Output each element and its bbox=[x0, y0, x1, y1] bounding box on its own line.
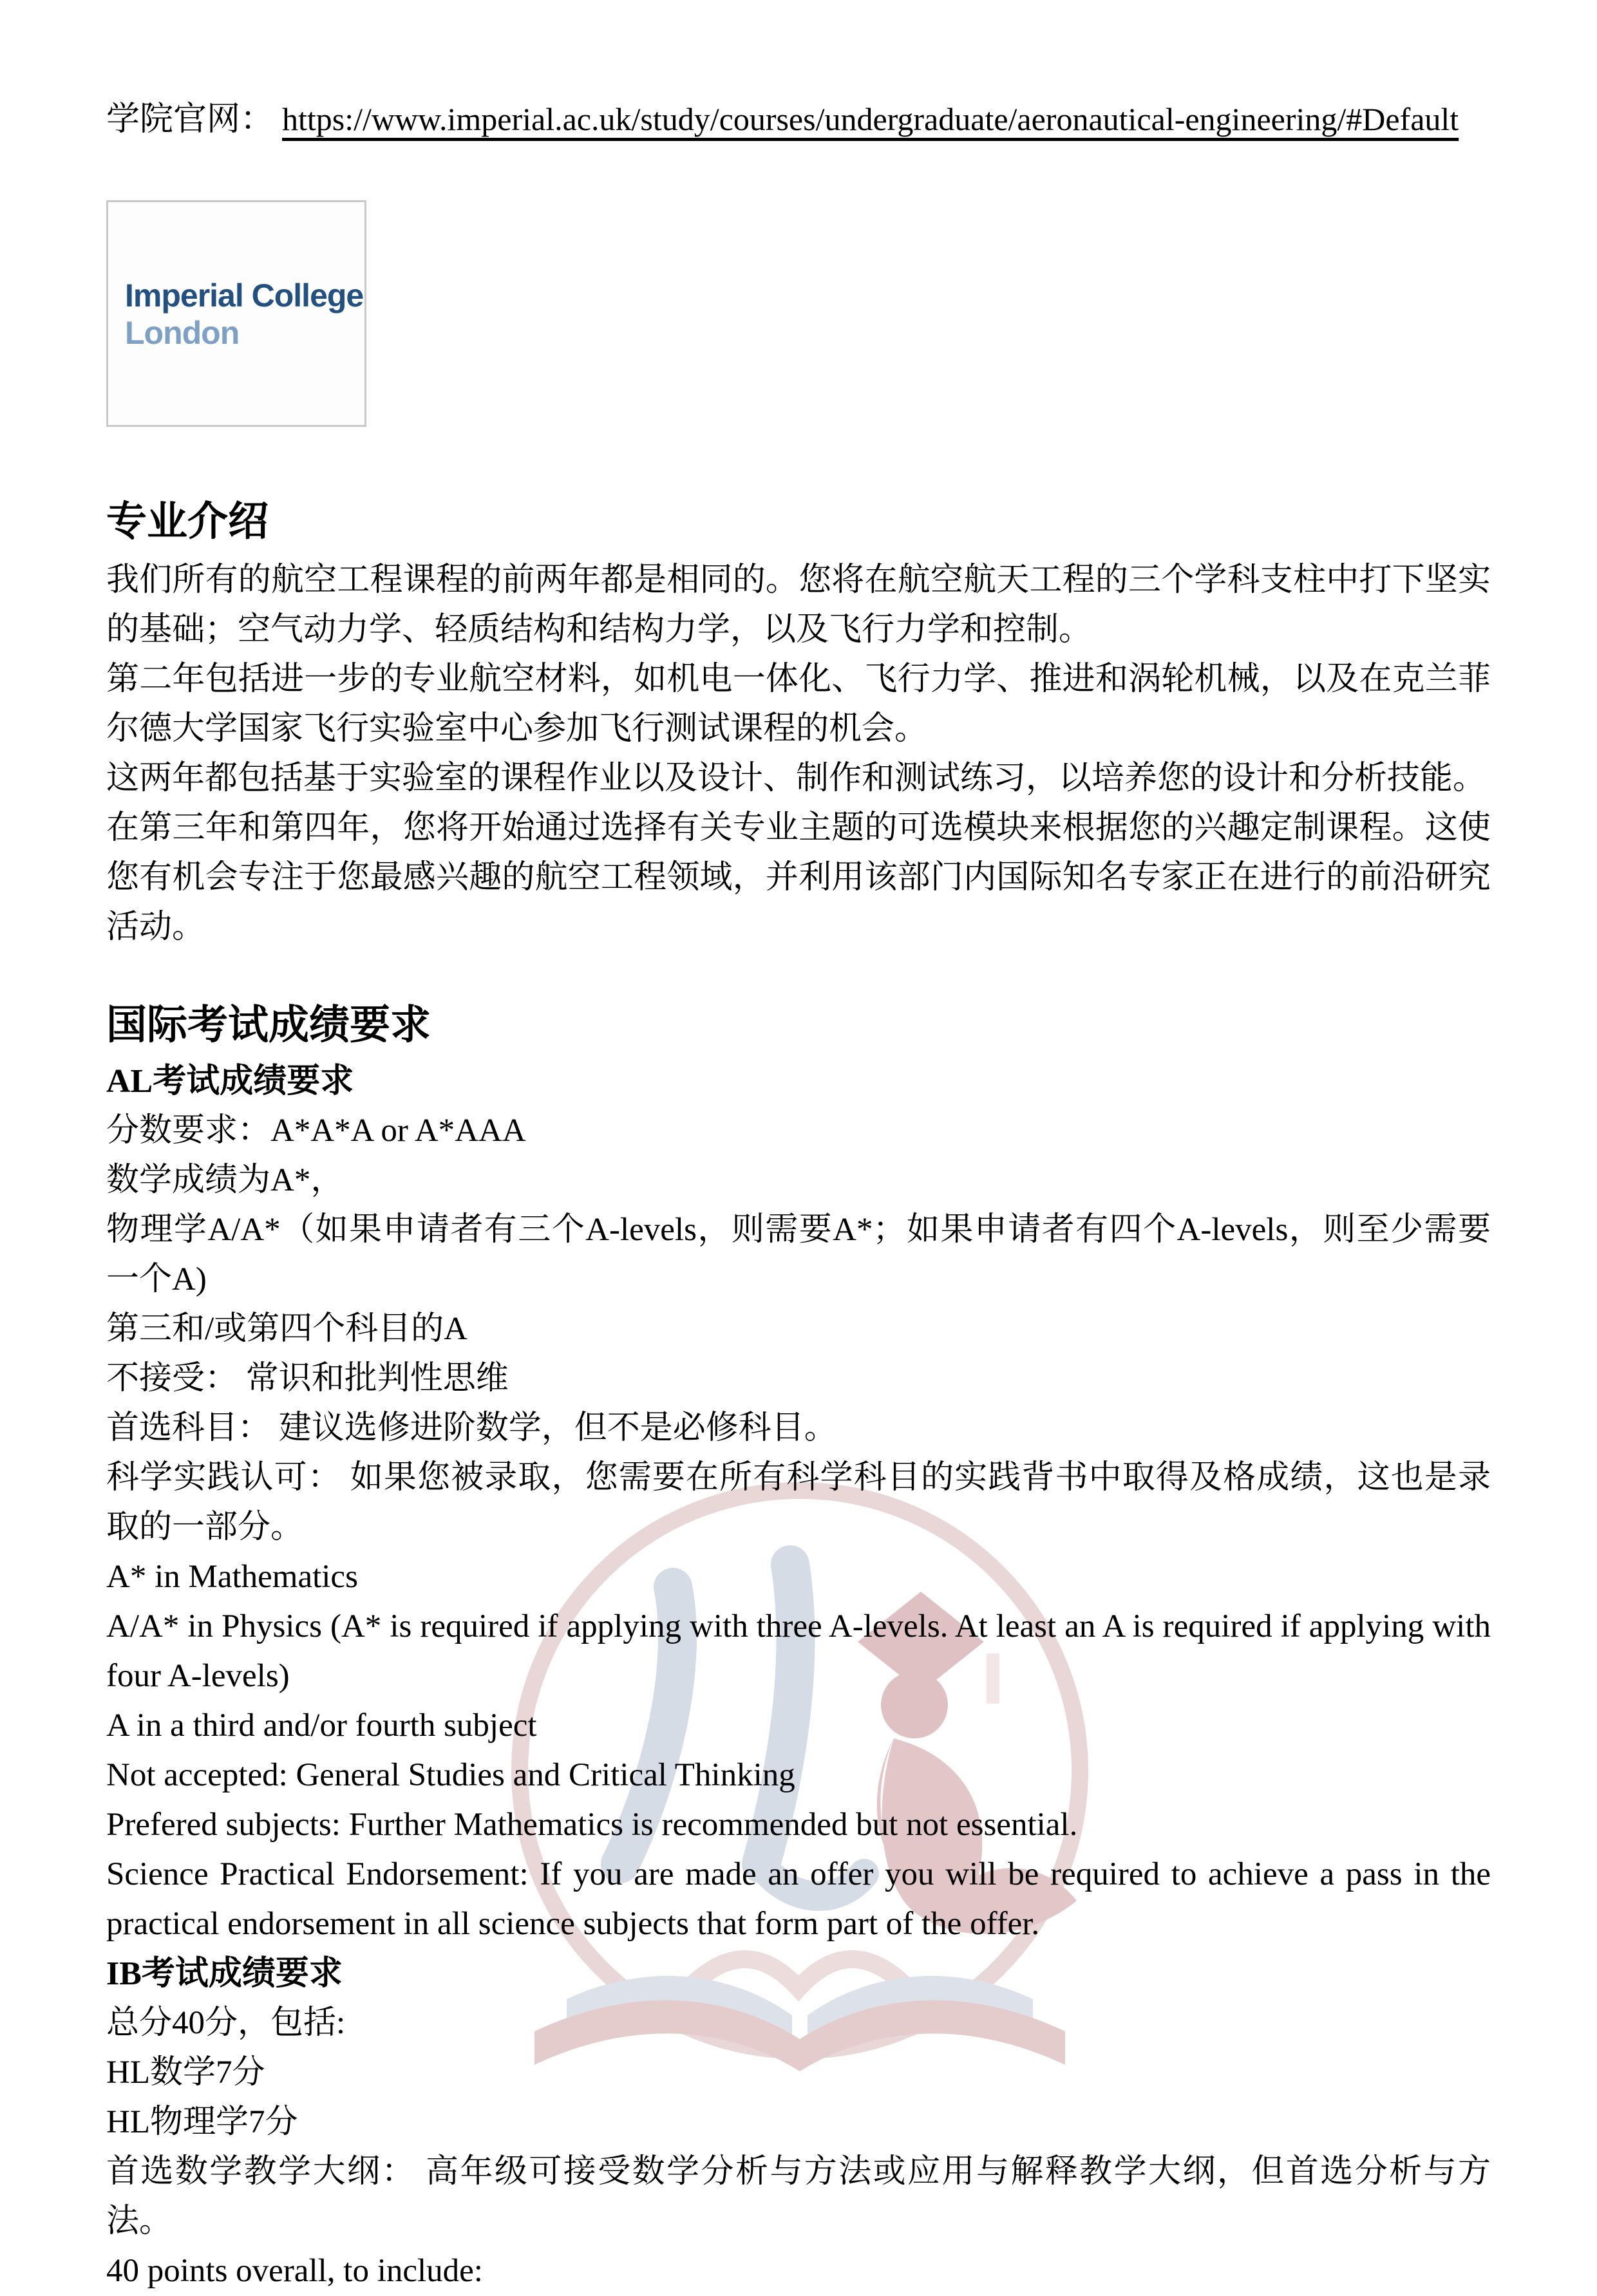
exam-heading: 国际考试成绩要求 bbox=[106, 1002, 431, 1048]
al-line: 物理学A/A*（如果申请者有三个A-levels，则需要A*；如果申请者有四个A-levels，则至少需要一个A) bbox=[106, 1212, 1491, 1297]
al-line: A* in Mathematics bbox=[106, 1559, 358, 1595]
logo-title: Imperial College bbox=[125, 278, 364, 314]
al-line: A in a third and/or fourth subject bbox=[106, 1708, 537, 1744]
al-line: 数学成绩为A*， bbox=[106, 1162, 344, 1198]
al-line: 不接受： 常识和批判性思维 bbox=[106, 1360, 509, 1397]
ib-line: HL物理学7分 bbox=[106, 2104, 298, 2140]
al-line: 第三和/或第四个科目的A bbox=[106, 1311, 468, 1347]
intro-paragraph-4: 在第三年和第四年，您将开始通过选择有关专业主题的可选模块来根据您的兴趣定制课程。这使您有机会专注于您最感兴趣的航空工程领域，并利用该部门内国际知名专家正在进行的前沿研究活动。 bbox=[106, 810, 1491, 945]
imperial-college-logo bbox=[106, 200, 366, 427]
ib-line: 40 points overall, to include: bbox=[106, 2253, 483, 2289]
ib-line: 首选数学教学大纲： 高年级可接受数学分析与方法或应用与解释教学大纲，但首选分析与方法。 bbox=[106, 2154, 1491, 2239]
ib-line: 总分40分，包括: bbox=[106, 2005, 346, 2041]
intro-heading: 专业介绍 bbox=[106, 499, 269, 544]
page-content bbox=[106, 95, 1491, 2296]
intro-paragraph-2: 第二年包括进一步的专业航空材料，如机电一体化、飞行力学、推进和涡轮机械，以及在克兰菲尔德大学国家飞行实验室中心参加飞行测试课程的机会。 bbox=[106, 661, 1491, 747]
al-requirements-heading: AL考试成绩要求 bbox=[106, 1063, 354, 1100]
al-line: A/A* in Physics (A* is required if applying with three A-levels. At least an A is required if applying with four A-levels) bbox=[106, 1608, 1491, 1694]
al-line: 首选科目： 建议选修进阶数学，但不是必修科目。 bbox=[106, 1410, 837, 1446]
site-link-line bbox=[106, 95, 1491, 144]
al-line: Not accepted: General Studies and Critical Thinking bbox=[106, 1757, 795, 1793]
intro-paragraph-3: 这两年都包括基于实验室的课程作业以及设计、制作和测试练习，以培养您的设计和分析技能。 bbox=[106, 760, 1486, 796]
course-url-link[interactable]: https://www.imperial.ac.uk/study/courses/undergraduate/aeronautical-engineering/#Default bbox=[282, 101, 1459, 137]
ib-requirements-heading: IB考试成绩要求 bbox=[106, 1955, 343, 1992]
al-line: Science Practical Endorsement: If you are made an offer you will be required to achieve a pass in the practical endorsement in all science subjects that form part of the offer. bbox=[106, 1856, 1491, 1942]
al-line: Prefered subjects: Further Mathematics is recommended but not essential. bbox=[106, 1807, 1078, 1843]
site-link-label: 学院官网： bbox=[106, 101, 274, 138]
al-line: 科学实践认可： 如果您被录取，您需要在所有科学科目的实践背书中取得及格成绩，这也是录取的一部分。 bbox=[106, 1460, 1491, 1545]
al-line: 分数要求：A*A*A or A*AAA bbox=[106, 1113, 526, 1149]
logo-subtitle: London bbox=[125, 315, 240, 351]
intro-paragraph-1: 我们所有的航空工程课程的前两年都是相同的。您将在航空航天工程的三个学科支柱中打下坚实的基础；空气动力学、轻质结构和结构力学，以及飞行力学和控制。 bbox=[106, 562, 1491, 648]
ib-line: HL数学7分 bbox=[106, 2055, 265, 2091]
